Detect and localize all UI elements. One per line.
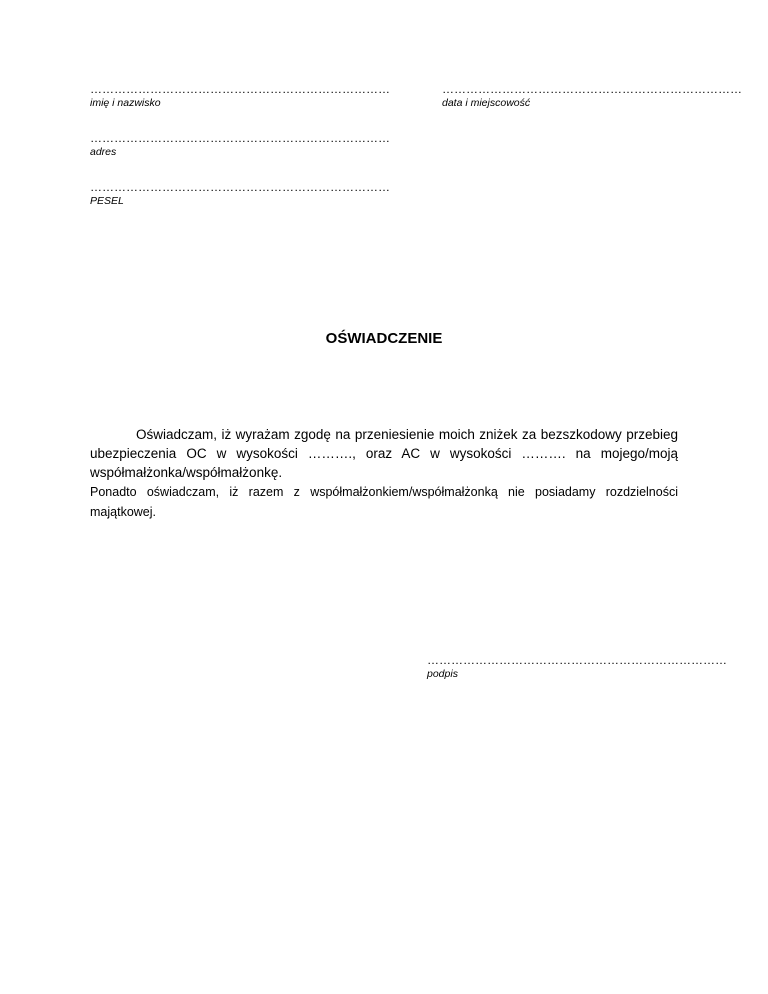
document-title: OŚWIADCZENIE xyxy=(325,330,443,347)
name-caption: imię i nazwisko xyxy=(90,97,161,109)
signature-caption: podpis xyxy=(427,668,458,680)
declaration-body xyxy=(90,425,678,522)
pesel-dotted-line: ………………………………………………………………… xyxy=(90,180,390,194)
signature-dotted-line: ………………………………………………………………… xyxy=(427,653,727,667)
declaration-paragraph-1: Oświadczam, iż wyrażam zgodę na przeniesienie moich zniżek za bezszkodowy przebieg ubezpieczenia OC w wysokości ………., oraz AC w wysokości ………. na mojego/moją współmałżonka/współmałżonkę. xyxy=(90,427,678,480)
pesel-caption: PESEL xyxy=(90,195,124,207)
address-caption: adres xyxy=(90,146,117,158)
date-place-field xyxy=(442,82,742,110)
address-dotted-line: ………………………………………………………………… xyxy=(90,131,390,145)
name-field xyxy=(90,82,390,110)
declaration-paragraph-2: Ponadto oświadczam, iż razem z współmałżonkiem/współmałżonką nie posiadamy rozdzielności majątkowej. xyxy=(90,485,678,519)
address-field xyxy=(90,131,390,159)
date-place-caption: data i miejscowość xyxy=(442,97,531,109)
name-dotted-line: ………………………………………………………………… xyxy=(90,82,390,96)
date-place-dotted-line: ………………………………………………………………… xyxy=(442,82,742,96)
signature-field xyxy=(427,653,727,681)
pesel-field xyxy=(90,180,390,208)
